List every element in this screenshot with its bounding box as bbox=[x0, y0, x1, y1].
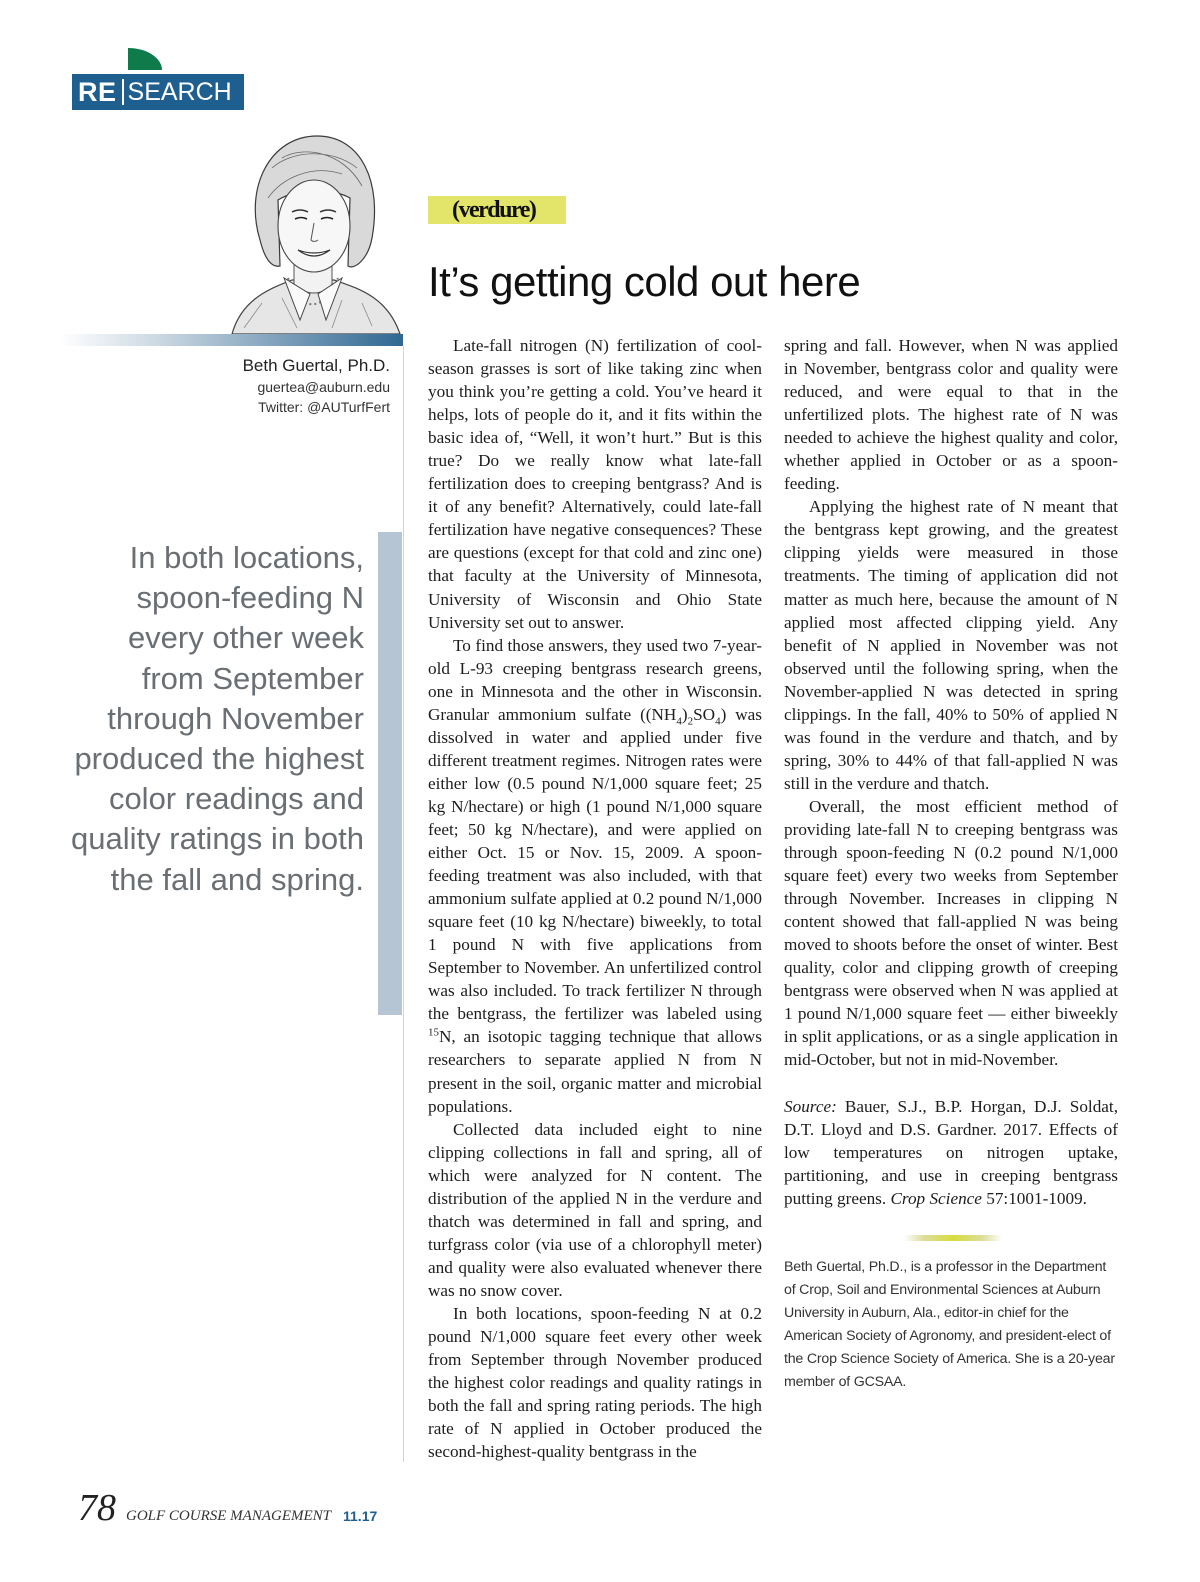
subscript: 4 bbox=[715, 715, 721, 728]
paragraph-2-part-b: ) bbox=[681, 704, 688, 724]
article-headline: It’s getting cold out here bbox=[428, 258, 861, 305]
research-logo bbox=[72, 74, 244, 110]
logo-flag-icon bbox=[128, 48, 162, 70]
page-number: 78 bbox=[78, 1487, 116, 1529]
magazine-name: GOLF COURSE MANAGEMENT bbox=[126, 1508, 331, 1524]
paragraph-6: Applying the highest rate of N meant that the bentgrass kept growing, and the greatest clipping yields were measured in those treatments. The timing of application did not matter as much here, because the amount of N applied most affected clipping yield. Any benefit of N applied in November was not observed until the following spring, when the November-applied N was detected in spring clippings. In the fall, 40% to 50% of applied N was found in the verdure and thatch, and by spring, 30% to 44% of that fall-applied N was still in the verdure and thatch. bbox=[784, 497, 1118, 793]
article-column-1 bbox=[428, 334, 762, 1463]
paragraph-5: spring and fall. However, when N was applied in November, bentgrass color and quality were reduced, and were equal to that in the unfertilized plots. The highest rate of N was needed to achieve the highest quality and color, whether applied in October or as a spoon-feeding. bbox=[784, 336, 1118, 494]
author-twitter[interactable]: Twitter: @AUTurfFert bbox=[258, 399, 390, 415]
logo-re: RE bbox=[78, 76, 117, 107]
superscript: 15 bbox=[428, 1026, 439, 1039]
source-citation bbox=[784, 1095, 1118, 1210]
author-email[interactable]: guertea@auburn.edu bbox=[257, 379, 390, 395]
article-column-2 bbox=[784, 334, 1118, 1210]
subscript: 2 bbox=[687, 715, 694, 728]
section-tag: (verdure) bbox=[428, 196, 566, 224]
pull-quote-rule bbox=[378, 532, 402, 1015]
paragraph-2-part-e: N, an isotopic tagging technique that allows researchers to separate applied N from N present in the soil, organic matter and microbial populations. bbox=[428, 1027, 762, 1116]
issue-date: 11.17 bbox=[343, 1508, 378, 1524]
paragraph-3: Collected data included eight to nine clipping collections in fall and spring, all of which were analyzed for N content. The distribution of the applied N in the verdure and thatch was determined in fall and spring, and turfgrass color (via use of a chlorophyll meter) and quality were also evaluated whenever there was no snow cover. bbox=[428, 1119, 762, 1300]
end-rule bbox=[904, 1235, 1002, 1241]
author-portrait bbox=[222, 128, 404, 334]
paragraph-2-part-a: To find those answers, they used two 7-year-old L-93 creeping bentgrass research greens, one in Minnesota and the other in Wisconsin. Granular ammonium sulfate ((NH bbox=[428, 635, 762, 724]
column-divider bbox=[403, 346, 404, 1462]
author-name: Beth Guertal, Ph.D. bbox=[242, 356, 390, 375]
paragraph-2-part-c: SO bbox=[693, 704, 716, 724]
logo-search: SEARCH bbox=[127, 77, 232, 106]
paragraph-2-part-d: ) was dissolved in water and applied under five different treatment regimes. Nitrogen rates were either low (0.5 pound N/1,000 square feet; 25 kg N/hectare) or high (1 pound N/1,000 square feet; 50 kg N/hectare), and were applied on either Oct. 15 or Nov. 15, 2009. A spoon-feeding treatment was also included, with that ammonium sulfate applied at 0.2 pound N/1,000 square feet (10 kg N/hectare) biweekly, to total 1 pound N with five applications from September to November. An unfertilized control was also included. To track fertilizer N through the bentgrass, the fertilizer was labeled using bbox=[428, 704, 762, 1024]
subscript: 4 bbox=[676, 715, 682, 728]
source-label: Source: bbox=[784, 1096, 837, 1116]
paragraph-7: Overall, the most efficient method of providing late-fall N to creeping bentgrass was through spoon-feeding N (0.2 pound N/1,000 square feet) every two weeks from September through November. Increases in clipping N content showed that fall-applied N was being moved to shoots before the onset of winter. Best quality, color and clipping growth of creeping bentgrass were observed when N was applied at 1 pound N/1,000 square feet — either biweekly in split applications, or as a single application in mid-October, but not in mid-November. bbox=[784, 796, 1118, 1070]
logo-divider bbox=[122, 79, 124, 105]
paragraph-2 bbox=[428, 634, 762, 1118]
author-bio: Beth Guertal, Ph.D., is a professor in the Department of Crop, Soil and Environmental Sciences at Auburn University in Auburn, Ala., editor-in chief for the American Society of Agronomy, and president-elect of the Crop Science Society of America. She is a 20-year member of GCSAA. bbox=[784, 1259, 1115, 1391]
pull-quote: In both locations, spoon-feeding N every other week from September through November produced the highest color readings and quality ratings in both the fall and spring. bbox=[71, 540, 364, 897]
source-journal: Crop Science bbox=[890, 1188, 982, 1208]
source-text: Bauer, S.J., B.P. Horgan, D.J. Soldat, D.T. Lloyd and D.S. Gardner. 2017. Effects of low temperatures on nitrogen uptake, partitioning, and use in creeping bentgrass putting greens. bbox=[784, 1096, 1118, 1208]
paragraph-1: Late-fall nitrogen (N) fertilization of cool-season grasses is sort of like taking zinc when you think you’re getting a cold. You’ve heard it helps, lots of people do it, and it fits within the basic idea of, “Well, it won’t hurt.” But is this true? Do we really know what late-fall fertilization does to creeping bentgrass? And is it of any benefit? Alternatively, could late-fall fertilization have negative consequences? These are questions (except for that cold and zinc one) that faculty at the University of Minnesota, University of Wisconsin and Ohio State University set out to answer. bbox=[428, 336, 762, 632]
source-volume: 57:1001-1009. bbox=[981, 1188, 1087, 1208]
byline-rule bbox=[60, 334, 403, 346]
paragraph-4: In both locations, spoon-feeding N at 0.2 pound N/1,000 square feet every other week from September through November produced the highest color readings and quality ratings in both the fall and spring rating periods. The high rate of N applied in October produced the second-highest-quality bentgrass in the bbox=[428, 1303, 762, 1462]
